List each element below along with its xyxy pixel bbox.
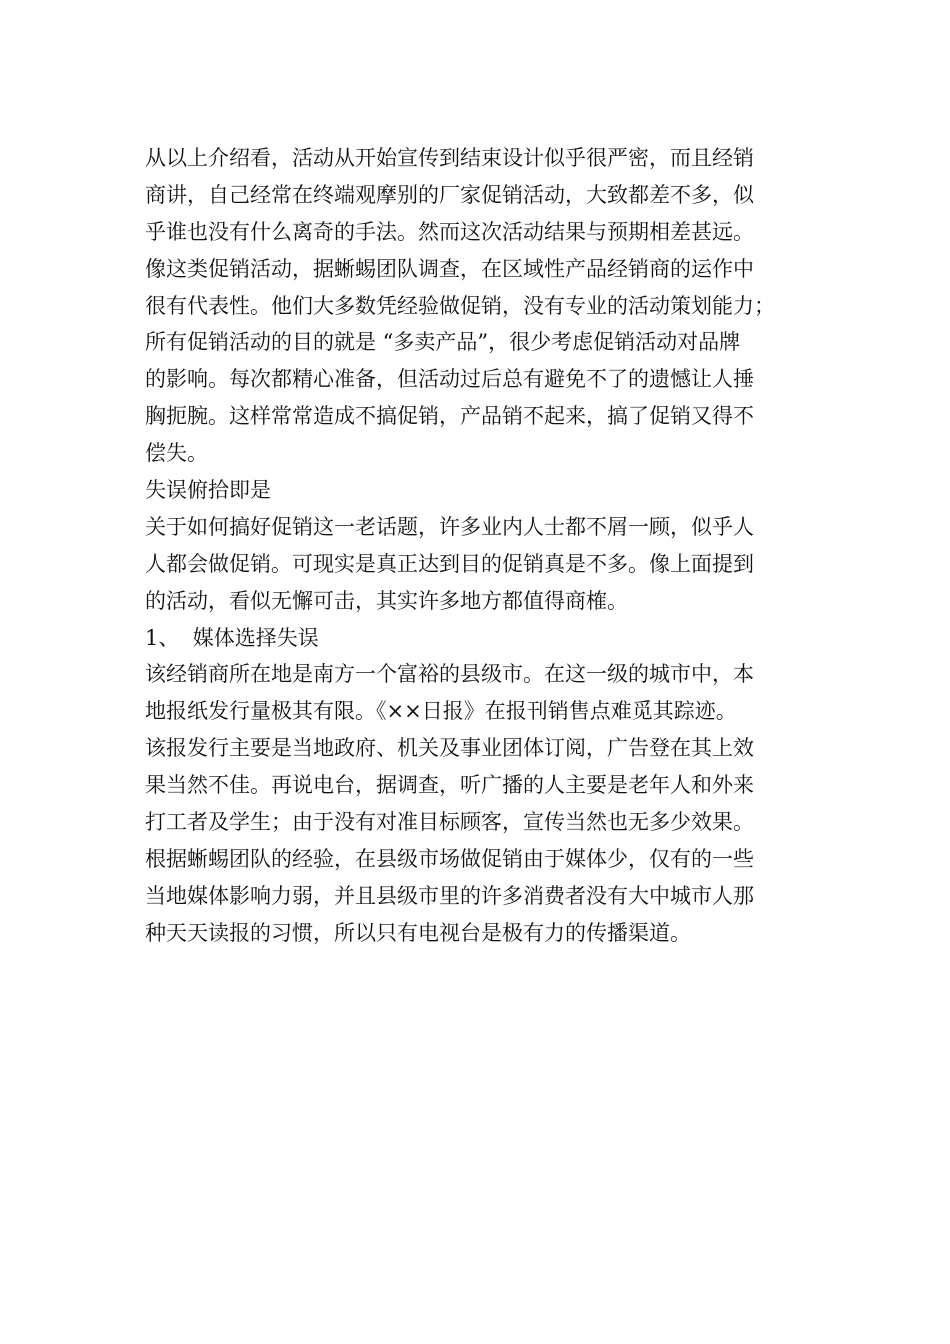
text-line: 很有代表性。他们大多数凭经验做促销，没有专业的活动策划能力；	[145, 293, 775, 318]
section-heading: 失误俯拾即是	[145, 478, 271, 503]
text-line: 打工者及学生；由于没有对准目标顾客，宣传当然也无多少效果。	[145, 810, 754, 835]
text-line: 的活动，看似无懈可击，其实许多地方都值得商榷。	[145, 588, 628, 613]
text-line: 偿失。	[145, 441, 208, 466]
text-line: 该报发行主要是当地政府、机关及事业团体订阅，广告登在其上效	[145, 736, 754, 761]
text-line: 像这类促销活动，据蜥蜴团队调查，在区域性产品经销商的运作中	[145, 256, 754, 281]
text-line: 商讲，自己经常在终端观摩别的厂家促销活动，大致都差不多，似	[145, 182, 754, 207]
text-line: 地报纸发行量极其有限。《××日报》在报刊销售点难觅其踪迹。	[145, 699, 737, 724]
text-line: 所有促销活动的目的就是 “多卖产品”，很少考虑促销活动对品牌	[145, 330, 741, 355]
text-line: 从以上介绍看，活动从开始宣传到结束设计似乎很严密，而且经销	[145, 146, 754, 170]
text-line: 乎谁也没有什么离奇的手法。然而这次活动结果与预期相差甚远。	[145, 219, 754, 244]
text-line: 人都会做促销。可现实是真正达到目的促销真是不多。像上面提到	[145, 551, 754, 576]
text-line: 该经销商所在地是南方一个富裕的县级市。在这一级的城市中，本	[145, 662, 754, 687]
text-line: 的影响。每次都精心准备，但活动过后总有避免不了的遗憾让人捶	[145, 367, 754, 392]
numbered-heading: 1、 媒体选择失误	[145, 625, 319, 650]
text-line: 根据蜥蜴团队的经验，在县级市场做促销由于媒体少，仅有的一些	[145, 846, 754, 871]
document-body	[145, 140, 805, 952]
text-line: 关于如何搞好促销这一老话题，许多业内人士都不屑一顾，似乎人	[145, 514, 754, 539]
text-line: 当地媒体影响力弱，并且县级市里的许多消费者没有大中城市人那	[145, 883, 754, 908]
text-line: 种天天读报的习惯，所以只有电视台是极有力的传播渠道。	[145, 920, 691, 945]
text-line: 果当然不佳。再说电台，据调查，听广播的人主要是老年人和外来	[145, 773, 754, 798]
text-line: 胸扼腕。这样常常造成不搞促销，产品销不起来，搞了促销又得不	[145, 404, 754, 429]
